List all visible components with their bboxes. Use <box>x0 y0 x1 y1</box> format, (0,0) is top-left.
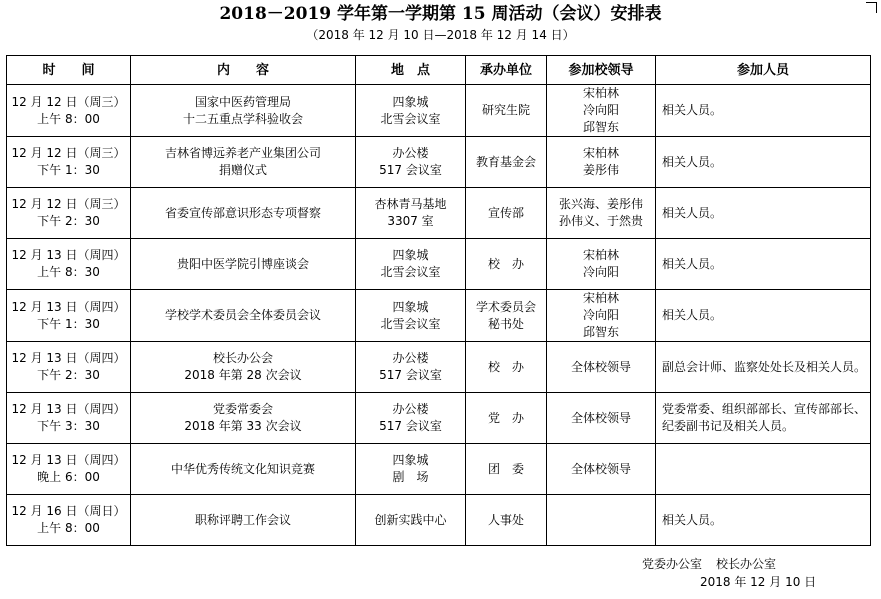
cell-leaders-line: 冷向阳 <box>582 265 619 279</box>
cell-organizer <box>466 342 547 393</box>
cell-time <box>7 239 131 290</box>
header-time: 时 间 <box>7 56 131 85</box>
cell-time-line: 上午 8：30 <box>37 265 100 279</box>
cell-location <box>356 85 466 137</box>
cell-time <box>7 137 131 188</box>
cell-organizer-line: 研究生院 <box>481 103 530 117</box>
cell-content-line: 党委常委会 <box>212 402 273 416</box>
footer-offices <box>642 556 842 573</box>
cell-content <box>131 393 356 444</box>
cell-location-line: 创新实践中心 <box>374 512 447 527</box>
cell-organizer <box>466 85 547 137</box>
cell-attendees-text: 相关人员。 <box>662 154 723 169</box>
cell-time-line: 下午 1：30 <box>37 163 100 177</box>
cell-location-line: 办公楼 <box>392 146 429 160</box>
cell-leaders <box>547 393 656 444</box>
cell-location-line: 杏林青马基地 <box>374 197 447 211</box>
schedule-table <box>6 55 871 546</box>
cell-leaders-line: 邱智东 <box>582 325 619 339</box>
cell-organizer-line: 学术委员会 <box>475 299 536 314</box>
cell-leaders <box>547 188 656 239</box>
cell-location-line: 办公楼 <box>392 351 429 365</box>
cell-attendees <box>656 342 871 393</box>
cell-location-line: 四象城 <box>392 248 429 262</box>
cell-leaders-line: 冷向阳 <box>582 308 619 322</box>
cell-attendees-text: 相关人员。 <box>662 512 723 527</box>
table-row <box>7 342 871 393</box>
cell-content <box>131 495 356 546</box>
cell-attendees-text: 相关人员。 <box>662 205 723 220</box>
cell-leaders <box>547 239 656 290</box>
cell-content-line: 中华优秀传统文化知识竞赛 <box>170 461 315 476</box>
table-row <box>7 444 871 495</box>
cell-time-line: 上午 8：00 <box>37 521 100 535</box>
footer-office-party: 党委办公室 <box>642 557 703 571</box>
cell-time <box>7 393 131 444</box>
footer-office-president: 校长办公室 <box>716 557 777 571</box>
table-row <box>7 393 871 444</box>
cell-leaders <box>547 444 656 495</box>
header-attendees: 参加人员 <box>656 56 871 85</box>
cell-attendees <box>656 85 871 137</box>
cell-time-line: 下午 3：30 <box>37 419 100 433</box>
cell-time-line: 上午 8：00 <box>37 111 100 126</box>
cell-attendees <box>656 290 871 342</box>
cell-content <box>131 342 356 393</box>
header-row <box>7 56 871 85</box>
cell-content <box>131 85 356 137</box>
cell-location-line: 3307 室 <box>387 214 434 228</box>
cell-leaders <box>547 495 656 546</box>
cell-leaders <box>547 342 656 393</box>
cell-organizer-line: 团 委 <box>487 461 524 476</box>
cell-attendees <box>656 239 871 290</box>
cell-leaders <box>547 85 656 137</box>
cell-content <box>131 444 356 495</box>
table-row <box>7 85 871 137</box>
cell-leaders-line: 邱智东 <box>582 120 619 134</box>
cell-time <box>7 342 131 393</box>
cell-content-line: 省委宣传部意识形态专项督察 <box>164 205 321 220</box>
cell-time-line: 12 月 13 日（周四） <box>11 351 126 365</box>
cell-location-line: 四象城 <box>392 453 429 467</box>
cell-attendees-text: 副总会计师、监察处处长及相关人员。 <box>662 359 867 374</box>
cell-content <box>131 290 356 342</box>
cell-time <box>7 85 131 137</box>
cell-organizer <box>466 239 547 290</box>
cell-attendees-text: 相关人员。 <box>662 103 723 117</box>
cell-time-line: 12 月 12 日（周三） <box>11 94 126 109</box>
cell-leaders-line: 张兴海、姜彤伟 <box>558 197 643 211</box>
cell-time <box>7 290 131 342</box>
cell-content-line: 吉林省博远养老产业集团公司 <box>164 146 321 160</box>
cell-leaders <box>547 290 656 342</box>
cell-time <box>7 444 131 495</box>
cell-time-line: 晚上 6：00 <box>37 470 100 484</box>
page-title: 2018－2019 学年第一学期第 15 周活动（会议）安排表 <box>219 4 662 24</box>
cell-time <box>7 495 131 546</box>
cell-location-line: 办公楼 <box>392 402 429 416</box>
cell-organizer <box>466 495 547 546</box>
cell-leaders-line: 姜彤伟 <box>582 163 619 177</box>
cell-time-line: 12 月 13 日（周四） <box>11 402 126 416</box>
cell-organizer <box>466 188 547 239</box>
cell-attendees <box>656 495 871 546</box>
cell-attendees-text: 党委常委、组织部部长、宣传部部长、纪委副书记及相关人员。 <box>662 402 867 433</box>
cell-attendees <box>656 393 871 444</box>
cell-leaders-line: 冷向阳 <box>582 103 619 117</box>
cell-content-line: 2018 年第 33 次会议 <box>184 419 302 433</box>
cell-time-line: 下午 1：30 <box>37 316 100 331</box>
cell-leaders-line: 全体校领导 <box>570 359 631 374</box>
cell-organizer <box>466 137 547 188</box>
cell-organizer-line: 秘书处 <box>487 316 524 331</box>
cell-organizer-line: 宣传部 <box>487 205 524 220</box>
cell-location-line: 剧 场 <box>392 470 429 484</box>
table-row <box>7 137 871 188</box>
header-leaders: 参加校领导 <box>547 56 656 85</box>
cell-attendees <box>656 444 871 495</box>
cell-location-line: 北雪会议室 <box>380 265 441 279</box>
cell-organizer <box>466 444 547 495</box>
cell-time-line: 12 月 12 日（周三） <box>11 197 126 211</box>
cell-attendees <box>656 137 871 188</box>
header-location: 地 点 <box>356 56 466 85</box>
cell-location-line: 517 会议室 <box>379 163 442 177</box>
header-content: 内 容 <box>131 56 356 85</box>
cell-location-line: 517 会议室 <box>379 368 442 382</box>
cell-content-line: 捐赠仪式 <box>218 163 267 177</box>
cell-location-line: 北雪会议室 <box>380 316 441 331</box>
cell-organizer <box>466 393 547 444</box>
cell-leaders-line: 全体校领导 <box>570 410 631 425</box>
cell-attendees <box>656 188 871 239</box>
cell-content-line: 十二五重点学科验收会 <box>182 111 303 126</box>
cell-organizer-line: 校 办 <box>487 256 524 271</box>
cell-time-line: 下午 2：30 <box>37 214 100 228</box>
cell-time-line: 下午 2：30 <box>37 368 100 382</box>
table-row <box>7 188 871 239</box>
cell-content-line: 职称评聘工作会议 <box>194 512 291 527</box>
cell-content-line: 学校学术委员会全体委员会议 <box>164 308 321 322</box>
cell-leaders-line: 全体校领导 <box>570 461 631 476</box>
header-organizer: 承办单位 <box>466 56 547 85</box>
cell-leaders-line: 宋柏林 <box>582 248 619 262</box>
table-row <box>7 290 871 342</box>
cell-content <box>131 188 356 239</box>
cell-attendees-text: 相关人员。 <box>662 256 723 271</box>
cell-location <box>356 393 466 444</box>
cell-location-line: 四象城 <box>392 94 429 109</box>
cell-leaders <box>547 137 656 188</box>
cell-content-line: 国家中医药管理局 <box>194 94 291 109</box>
cell-location <box>356 444 466 495</box>
cell-organizer-line: 校 办 <box>487 359 524 374</box>
footer-date: 2018 年 12 月 10 日 <box>700 575 817 589</box>
cell-location-line: 517 会议室 <box>379 419 442 433</box>
cell-leaders-line: 宋柏林 <box>582 86 619 100</box>
cell-time-line: 12 月 13 日（周四） <box>11 248 126 262</box>
cell-time-line: 12 月 12 日（周三） <box>11 146 126 160</box>
cell-attendees-text: 相关人员。 <box>662 308 723 322</box>
cell-location <box>356 137 466 188</box>
cell-time-line: 12 月 16 日（周日） <box>11 504 126 518</box>
cell-leaders-line: 孙伟义、于然贵 <box>558 214 643 228</box>
cell-location <box>356 290 466 342</box>
cell-time-line: 12 月 13 日（周四） <box>11 299 126 314</box>
cell-location <box>356 342 466 393</box>
cell-content <box>131 137 356 188</box>
cell-location <box>356 239 466 290</box>
cell-location-line: 北雪会议室 <box>380 111 441 126</box>
cell-content <box>131 239 356 290</box>
cell-leaders-line: 宋柏林 <box>582 291 619 305</box>
cell-time-line: 12 月 13 日（周四） <box>11 453 126 467</box>
cell-leaders-line: 宋柏林 <box>582 146 619 160</box>
cell-organizer-line: 教育基金会 <box>475 154 536 169</box>
cell-organizer-line: 人事处 <box>487 512 524 527</box>
cell-content-line: 贵阳中医学院引博座谈会 <box>176 256 309 271</box>
cell-organizer-line: 党 办 <box>487 410 524 425</box>
table-row <box>7 495 871 546</box>
page-subtitle: （2018 年 12 月 10 日—2018 年 12 月 14 日） <box>306 28 575 42</box>
cell-location <box>356 188 466 239</box>
table-body <box>7 85 871 546</box>
table-row <box>7 239 871 290</box>
cell-content-line: 2018 年第 28 次会议 <box>184 368 302 382</box>
cell-organizer <box>466 290 547 342</box>
cell-location <box>356 495 466 546</box>
table-header <box>7 56 871 85</box>
cell-location-line: 四象城 <box>392 299 429 314</box>
cell-time <box>7 188 131 239</box>
cell-content-line: 校长办公会 <box>212 351 273 365</box>
